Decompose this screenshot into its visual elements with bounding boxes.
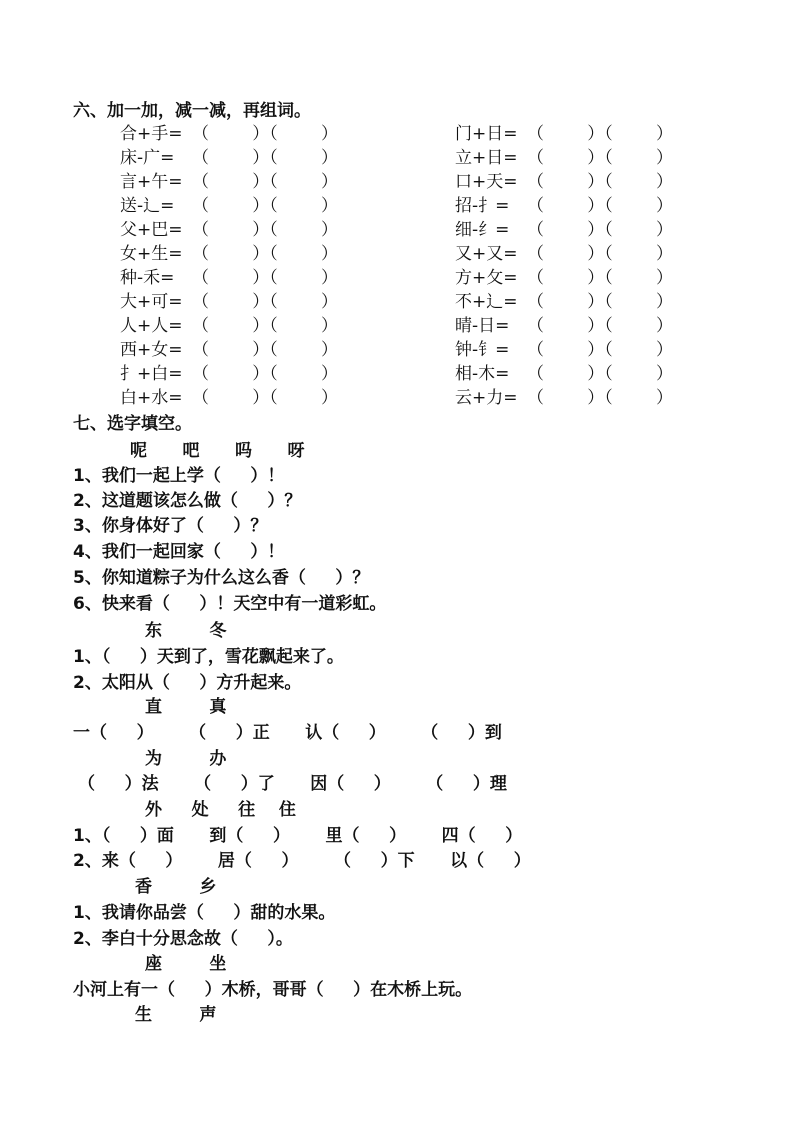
word-options: 呢 吧 吗 呀 [130, 441, 305, 461]
equation-expression: 招-扌= [455, 196, 510, 216]
equation-row [120, 387, 338, 409]
equation-expression: 言+午= [120, 172, 183, 192]
equation-expression: 大+可= [120, 292, 183, 312]
equation-row [120, 195, 338, 217]
fill-in-sentence[interactable]: 6、快来看（ ）！天空中有一道彩虹。 [73, 594, 387, 614]
equation-row [455, 315, 673, 337]
equation-expression: 床-广= [120, 148, 175, 168]
equation-expression: 不+辶= [455, 292, 518, 312]
fill-in-sentence[interactable]: 2、来（ ） 居（ ） （ ）下 以（ ） [73, 851, 531, 871]
answer-blanks[interactable]: （ ）（ ） [192, 172, 338, 192]
fill-in-sentence[interactable]: 2、这道题该怎么做（ ）？ [73, 491, 302, 511]
answer-blanks[interactable]: （ ）（ ） [527, 268, 673, 288]
word-options: 外 处 往 住 [145, 800, 296, 820]
fill-in-sentence[interactable]: 1、（ ）面 到（ ） 里（ ） 四（ ） [73, 826, 523, 846]
equation-row [455, 291, 673, 313]
equation-row [455, 363, 673, 385]
equation-expression: 白+水= [120, 388, 183, 408]
fill-in-sentence[interactable]: 3、你身体好了（ ）？ [73, 516, 268, 536]
fill-in-sentence[interactable]: 小河上有一（ ）木桥，哥哥（ ）在木桥上玩。 [73, 980, 473, 1000]
fill-in-sentence[interactable]: 5、你知道粽子为什么这么香（ ）？ [73, 568, 370, 588]
equation-expression: 晴-日= [455, 316, 510, 336]
answer-blanks[interactable]: （ ）（ ） [527, 196, 673, 216]
answer-blanks[interactable]: （ ）（ ） [527, 244, 673, 264]
answer-blanks[interactable]: （ ）（ ） [527, 124, 673, 144]
equation-expression: 种-禾= [120, 268, 175, 288]
equation-expression: 父+巴= [120, 220, 183, 240]
section-7-heading: 七、选字填空。 [73, 414, 192, 434]
equation-expression: 扌+白= [120, 364, 183, 384]
fill-in-sentence[interactable]: （ ）法 （ ）了 因（ ） （ ）理 [78, 774, 507, 794]
equation-expression: 女+生= [120, 244, 183, 264]
answer-blanks[interactable]: （ ）（ ） [192, 364, 338, 384]
equation-row [120, 219, 338, 241]
equation-row [455, 123, 673, 145]
answer-blanks[interactable]: （ ）（ ） [192, 244, 338, 264]
answer-blanks[interactable]: （ ）（ ） [527, 340, 673, 360]
fill-in-sentence[interactable]: 4、我们一起回家（ ）！ [73, 542, 285, 562]
equation-row [455, 267, 673, 289]
equation-row [455, 171, 673, 193]
answer-blanks[interactable]: （ ）（ ） [527, 172, 673, 192]
answer-blanks[interactable]: （ ）（ ） [192, 388, 338, 408]
answer-blanks[interactable]: （ ）（ ） [192, 316, 338, 336]
equation-row [120, 123, 338, 145]
equation-row [455, 147, 673, 169]
equation-row [120, 339, 338, 361]
fill-in-sentence[interactable]: 1、我们一起上学（ ）！ [73, 466, 285, 486]
equation-expression: 人+人= [120, 316, 183, 336]
equation-expression: 细-纟= [455, 220, 510, 240]
answer-blanks[interactable]: （ ）（ ） [192, 148, 338, 168]
equation-row [120, 291, 338, 313]
answer-blanks[interactable]: （ ）（ ） [527, 364, 673, 384]
equation-row [120, 363, 338, 385]
word-options: 直 真 [145, 697, 227, 717]
answer-blanks[interactable]: （ ）（ ） [527, 388, 673, 408]
equation-expression: 立+日= [455, 148, 518, 168]
equation-row [120, 243, 338, 265]
equation-expression: 送-辶= [120, 196, 175, 216]
fill-in-sentence[interactable]: 1、（ ）天到了，雪花飘起来了。 [73, 647, 344, 667]
word-options: 生 声 [135, 1005, 217, 1025]
answer-blanks[interactable]: （ ）（ ） [192, 124, 338, 144]
answer-blanks[interactable]: （ ）（ ） [192, 268, 338, 288]
equation-row [455, 243, 673, 265]
equation-expression: 门+日= [455, 124, 518, 144]
answer-blanks[interactable]: （ ）（ ） [192, 292, 338, 312]
answer-blanks[interactable]: （ ）（ ） [527, 316, 673, 336]
answer-blanks[interactable]: （ ）（ ） [527, 220, 673, 240]
equation-expression: 合+手= [120, 124, 183, 144]
equation-row [455, 219, 673, 241]
answer-blanks[interactable]: （ ）（ ） [192, 340, 338, 360]
answer-blanks[interactable]: （ ）（ ） [527, 148, 673, 168]
fill-in-sentence[interactable]: 1、我请你品尝（ ）甜的水果。 [73, 903, 336, 923]
equation-expression: 方+攵= [455, 268, 518, 288]
answer-blanks[interactable]: （ ）（ ） [527, 292, 673, 312]
equation-expression: 西+女= [120, 340, 183, 360]
equation-row [455, 195, 673, 217]
fill-in-sentence[interactable]: 2、太阳从（ ）方升起来。 [73, 673, 302, 693]
word-options: 为 办 [145, 749, 227, 769]
equation-expression: 相-木= [455, 364, 510, 384]
word-options: 东 冬 [145, 621, 227, 641]
fill-in-sentence[interactable]: 2、李白十分思念故（ ）。 [73, 929, 293, 949]
equation-expression: 钟-钅= [455, 340, 510, 360]
word-options: 座 坐 [145, 954, 227, 974]
equation-row [120, 315, 338, 337]
answer-blanks[interactable]: （ ）（ ） [192, 196, 338, 216]
answer-blanks[interactable]: （ ）（ ） [192, 220, 338, 240]
equation-expression: 又+又= [455, 244, 518, 264]
equation-row [120, 267, 338, 289]
section-6-heading: 六、加一加，减一减，再组词。 [73, 101, 311, 121]
equation-row [455, 339, 673, 361]
equation-expression: 云+力= [455, 388, 518, 408]
word-options: 香 乡 [135, 877, 217, 897]
fill-in-sentence[interactable]: 一（ ） （ ）正 认（ ） （ ）到 [73, 723, 502, 743]
equation-row [120, 147, 338, 169]
equation-expression: 口+天= [455, 172, 518, 192]
equation-row [455, 387, 673, 409]
equation-row [120, 171, 338, 193]
